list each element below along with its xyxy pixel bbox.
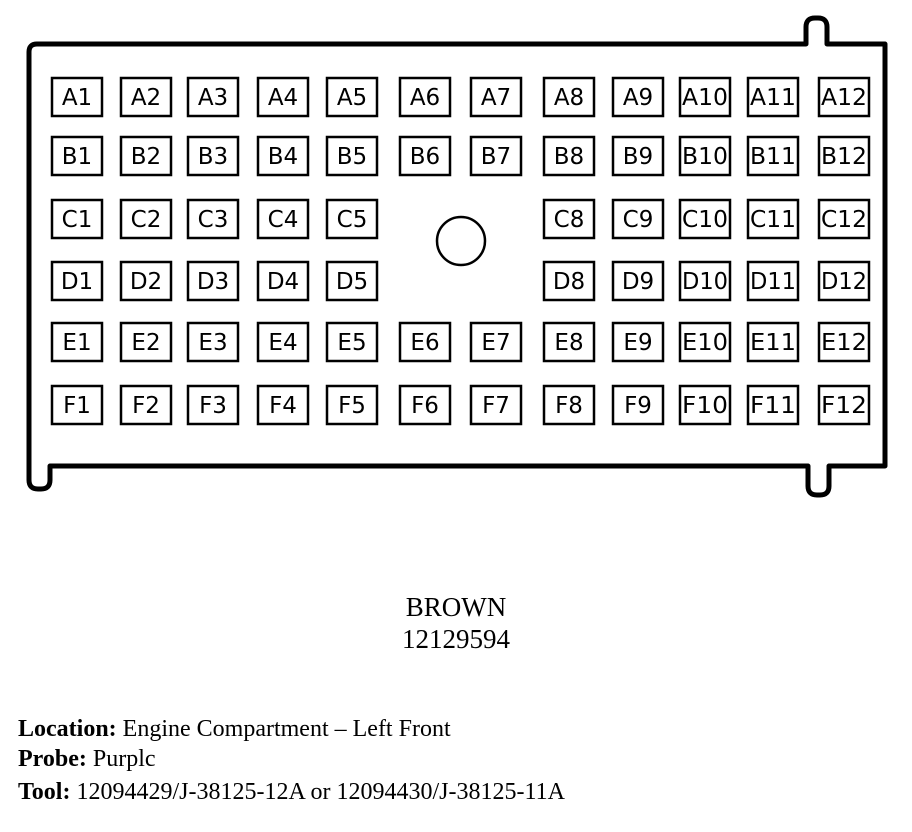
pin-label-b4: B4 — [267, 144, 299, 170]
pin-label-b2: B2 — [130, 144, 162, 170]
pin-label-e2: E2 — [131, 330, 161, 356]
pin-label-a5: A5 — [336, 85, 368, 111]
pin-label-c9: C9 — [622, 207, 654, 233]
pin-label-d11: D11 — [750, 269, 796, 295]
tool-line — [18, 777, 565, 807]
pin-label-a9: A9 — [622, 85, 654, 111]
pin-label-f11: F11 — [750, 393, 796, 419]
probe-line — [18, 744, 156, 774]
pin-label-f4: F4 — [269, 393, 297, 419]
pin-label-f3: F3 — [199, 393, 227, 419]
pin-label-c10: C10 — [682, 207, 728, 233]
tool-value: 12094429/J-38125-12A or 12094430/J-38125-11A — [76, 779, 565, 805]
pin-label-f6: F6 — [411, 393, 439, 419]
pin-label-d8: D8 — [552, 269, 586, 295]
pin-label-d10: D10 — [682, 269, 728, 295]
pin-label-e8: E8 — [554, 330, 584, 356]
pin-label-c8: C8 — [553, 207, 585, 233]
location-value: Engine Compartment – Left Front — [122, 716, 451, 742]
pin-label-b1: B1 — [61, 144, 93, 170]
pin-label-d2: D2 — [129, 269, 163, 295]
pin-label-b9: B9 — [622, 144, 654, 170]
pin-label-e7: E7 — [481, 330, 511, 356]
pin-label-d5: D5 — [335, 269, 369, 295]
pin-label-b11: B11 — [750, 144, 796, 170]
pin-label-f5: F5 — [338, 393, 366, 419]
pin-label-e6: E6 — [410, 330, 440, 356]
pin-label-b12: B12 — [821, 144, 867, 170]
pin-label-b7: B7 — [480, 144, 512, 170]
pin-label-f9: F9 — [624, 393, 652, 419]
pin-label-a1: A1 — [61, 85, 93, 111]
pin-label-e3: E3 — [198, 330, 228, 356]
pin-label-d1: D1 — [60, 269, 94, 295]
probe-label: Probe: — [18, 746, 87, 772]
pin-label-d9: D9 — [621, 269, 655, 295]
pin-label-a8: A8 — [553, 85, 585, 111]
pin-label-e10: E10 — [682, 330, 728, 356]
pin-label-b10: B10 — [682, 144, 728, 170]
pin-label-a2: A2 — [130, 85, 162, 111]
pin-label-c1: C1 — [61, 207, 93, 233]
pin-label-f7: F7 — [482, 393, 510, 419]
pin-label-c5: C5 — [336, 207, 368, 233]
pin-label-f10: F10 — [682, 393, 728, 419]
pin-label-c2: C2 — [130, 207, 162, 233]
pin-label-b8: B8 — [553, 144, 585, 170]
pin-label-e1: E1 — [62, 330, 92, 356]
tool-label: Tool: — [18, 779, 71, 805]
pin-label-b5: B5 — [336, 144, 368, 170]
connector-part-number: 12129594 — [402, 624, 510, 654]
pin-label-a10: A10 — [682, 85, 728, 111]
pin-label-a12: A12 — [821, 85, 867, 111]
pin-label-e11: E11 — [750, 330, 796, 356]
pin-label-c12: C12 — [821, 207, 867, 233]
location-label: Location: — [18, 716, 117, 742]
pin-label-a11: A11 — [750, 85, 796, 111]
center-post-hole — [437, 217, 485, 265]
pin-label-c3: C3 — [197, 207, 229, 233]
pin-label-e5: E5 — [337, 330, 367, 356]
pin-label-d4: D4 — [266, 269, 300, 295]
pin-label-e4: E4 — [268, 330, 298, 356]
pin-label-f8: F8 — [555, 393, 583, 419]
pin-label-b3: B3 — [197, 144, 229, 170]
pin-label-a7: A7 — [480, 85, 512, 111]
pin-label-d3: D3 — [196, 269, 230, 295]
pin-label-d12: D12 — [821, 269, 867, 295]
pin-label-f1: F1 — [63, 393, 91, 419]
connector-color: BROWN — [405, 592, 507, 622]
location-line — [18, 714, 451, 744]
pin-label-e12: E12 — [821, 330, 867, 356]
pin-label-a4: A4 — [267, 85, 299, 111]
pin-label-b6: B6 — [409, 144, 441, 170]
pin-label-e9: E9 — [623, 330, 653, 356]
pin-label-c4: C4 — [267, 207, 299, 233]
pin-label-a3: A3 — [197, 85, 229, 111]
pin-label-a6: A6 — [409, 85, 441, 111]
pin-label-f12: F12 — [821, 393, 867, 419]
pin-label-f2: F2 — [132, 393, 160, 419]
pin-label-c11: C11 — [750, 207, 796, 233]
probe-value: Purplc — [92, 746, 156, 772]
